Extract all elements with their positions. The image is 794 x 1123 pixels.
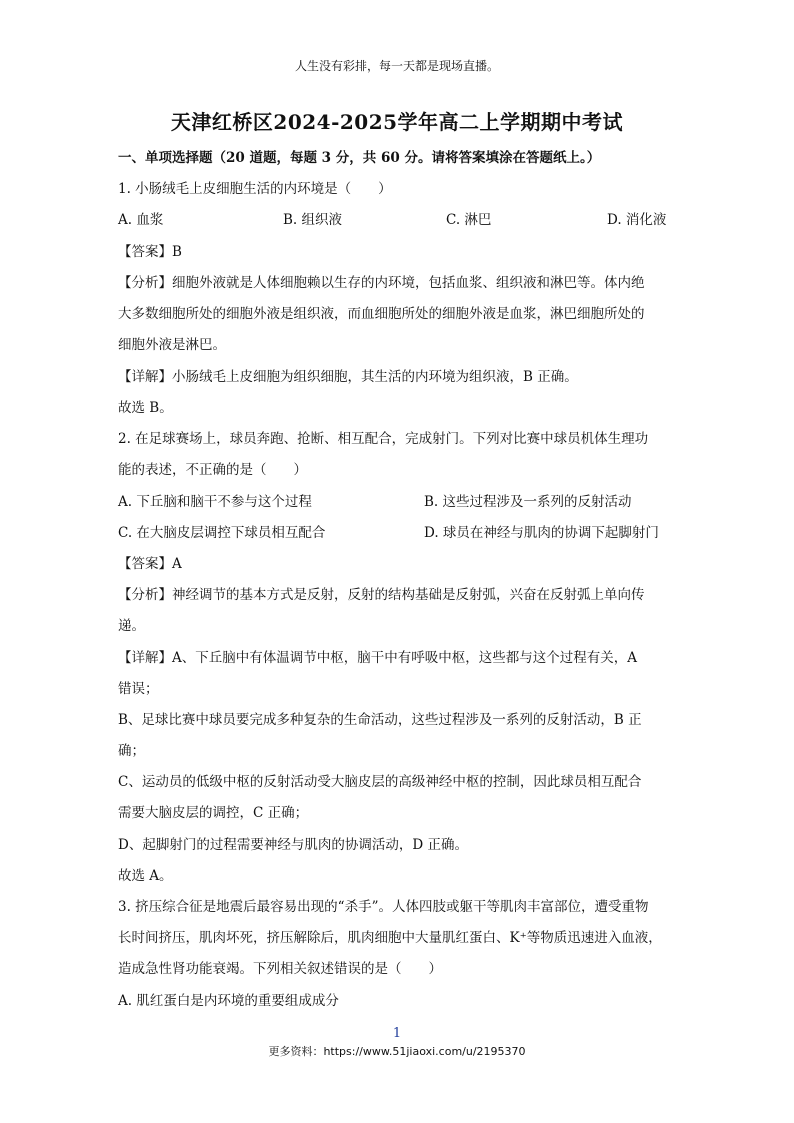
q2-analysis-line: 【分析】神经调节的基本方式是反射，反射的结构基础是反射弧，兴奋在反射弧上单向传 bbox=[118, 587, 645, 603]
q2-option-a: A. 下丘脑和脑干不参与这个过程 bbox=[118, 494, 312, 510]
section-heading: 一、单项选择题（20 道题，每题 3 分，共 60 分。请将答案填涂在答题纸上。） bbox=[118, 150, 601, 166]
q2-detail-line: 【详解】A、下丘脑中有体温调节中枢，脑干中有呼吸中枢，这些都与这个过程有关，A bbox=[118, 650, 637, 666]
q1-option-b: B. 组织液 bbox=[283, 212, 343, 228]
q2-detail-line: C、运动员的低级中枢的反射活动受大脑皮层的高级神经中枢的控制，因此球员相互配合 bbox=[118, 774, 642, 790]
question-3-stem: 3. 挤压综合征是地震后最容易出现的“杀手”。人体四肢或躯干等肌肉丰富部位，遭受重物 bbox=[118, 899, 649, 915]
question-1-stem: 1. 小肠绒毛上皮细胞生活的内环境是（ ） bbox=[118, 181, 392, 197]
q1-analysis-line: 【分析】细胞外液就是人体细胞赖以生存的内环境，包括血浆、组织液和淋巴等。体内绝 bbox=[118, 275, 645, 291]
header-motto: 人生没有彩排，每一天都是现场直播。 bbox=[294, 59, 499, 73]
q2-option-d: D. 球员在神经与肌肉的协调下起脚射门 bbox=[424, 525, 659, 541]
q1-analysis-line: 细胞外液是淋巴。 bbox=[118, 337, 226, 353]
q1-answer: 【答案】B bbox=[118, 244, 182, 260]
page-title: 天津红桥区2024-2025学年高二上学期期中考试 bbox=[170, 110, 624, 134]
question-2-stem: 2. 在足球赛场上，球员奔跑、抢断、相互配合，完成射门。下列对比赛中球员机体生理功 bbox=[118, 431, 649, 447]
q1-option-a: A. 血浆 bbox=[118, 212, 164, 228]
question-3-stem: 长时间挤压，肌肉坏死，挤压解除后，肌肉细胞中大量肌红蛋白、K⁺等物质迅速进入血液， bbox=[118, 930, 662, 946]
q1-option-c: C. 淋巴 bbox=[446, 212, 492, 228]
q2-option-b: B. 这些过程涉及一系列的反射活动 bbox=[424, 494, 632, 510]
q1-detail: 【详解】小肠绒毛上皮细胞为组织细胞，其生活的内环境为组织液，B 正确。 bbox=[118, 369, 578, 385]
q2-detail-line: B、足球比赛中球员要完成多种复杂的生命活动，这些过程涉及一系列的反射活动，B 正 bbox=[118, 712, 642, 728]
q1-option-d: D. 消化液 bbox=[607, 212, 667, 228]
q2-choice: 故选 A。 bbox=[118, 868, 173, 884]
q2-answer: 【答案】A bbox=[118, 556, 182, 572]
page-number: 1 bbox=[392, 1026, 402, 1041]
q1-choice: 故选 B。 bbox=[118, 400, 173, 416]
q2-detail-line: 需要大脑皮层的调控，C 正确； bbox=[118, 805, 309, 821]
question-3-stem: 造成急性肾功能衰竭。下列相关叙述错误的是（ ） bbox=[118, 961, 442, 977]
question-2-stem: 能的表述，不正确的是（ ） bbox=[118, 462, 307, 478]
q2-detail-line: 确； bbox=[118, 743, 145, 759]
q2-option-c: C. 在大脑皮层调控下球员相互配合 bbox=[118, 525, 326, 541]
q1-analysis-line: 大多数细胞所处的细胞外液是组织液，而血细胞所处的细胞外液是血浆，淋巴细胞所处的 bbox=[118, 306, 645, 322]
q3-option-a: A. 肌红蛋白是内环境的重要组成成分 bbox=[118, 993, 339, 1009]
q2-detail-line: D、起脚射门的过程需要神经与肌肉的协调活动，D 正确。 bbox=[118, 837, 468, 853]
q2-analysis-line: 递。 bbox=[118, 618, 145, 634]
footer-link[interactable]: 更多资料：https://www.51jiaoxi.com/u/2195370 bbox=[268, 1045, 526, 1058]
q2-detail-line: 错误； bbox=[118, 681, 159, 697]
